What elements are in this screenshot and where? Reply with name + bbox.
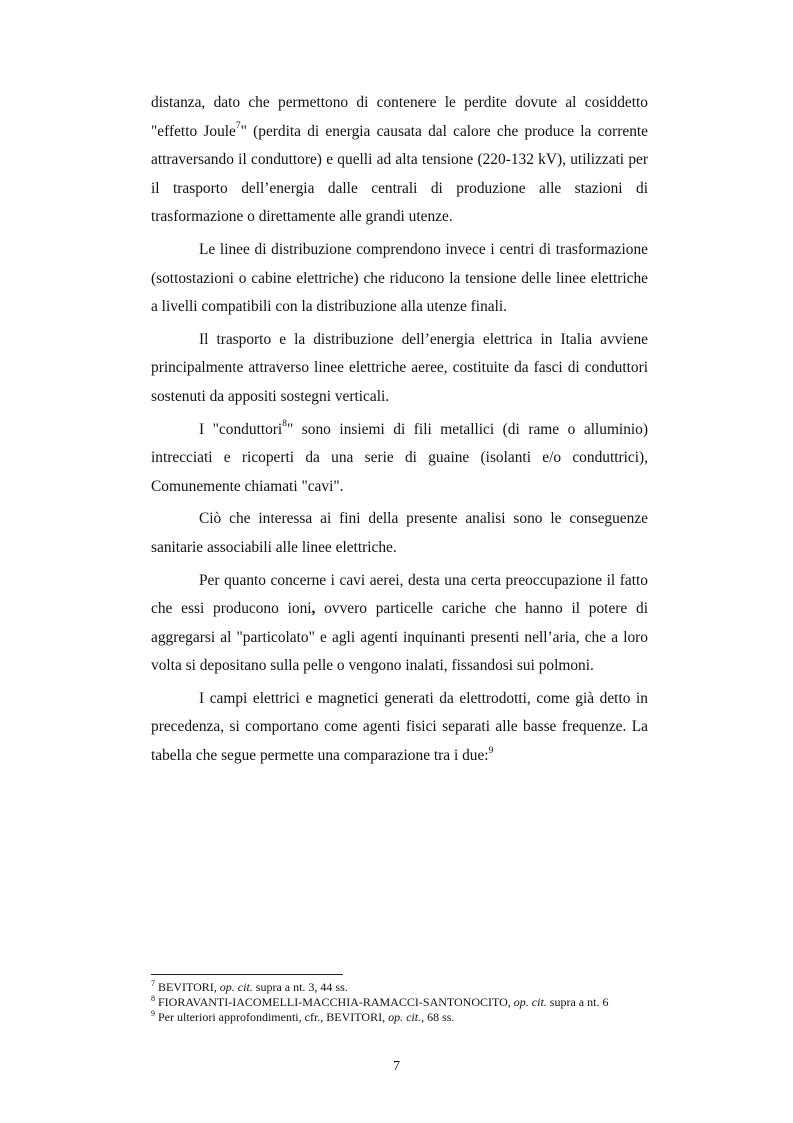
footnote-number: 8	[151, 994, 155, 1004]
paragraph-1-text-a: distanza, dato che permettono di contenere le perdite dovute al cosiddetto "effetto Joule	[151, 94, 648, 140]
footnote-9	[151, 1010, 648, 1025]
footnote-8	[151, 995, 648, 1010]
footnote-number: 7	[151, 979, 155, 988]
footnote-ref-7: 7	[235, 121, 241, 132]
footnote-italic: op. cit.	[513, 995, 547, 1010]
footnote-text: supra a nt. 6	[546, 995, 609, 1010]
footnote-number: 9	[151, 1009, 155, 1019]
footnotes	[151, 980, 648, 1026]
footnote-ref-9: 9	[488, 745, 494, 756]
footnote-text: BEVITORI,	[155, 980, 220, 994]
paragraph-4-text-b: " sono insiemi di fili metallici (di rame o alluminio) intrecciati e ricoperti da una serie di guaine (isolanti e/o conduttrici), Comunemente chiamati "cavi".	[151, 420, 648, 495]
footnote-ref-8: 8	[282, 419, 287, 430]
paragraph-6-bold-comma: ,	[311, 600, 316, 618]
paragraph-2: Le linee di distribuzione comprendono invece i centri di trasformazione (sottostazioni o cabine elettriche) che riducono la tensione delle linee elettriche a livelli compatibili con la distribuzione alla utenze finali.	[151, 240, 648, 316]
paragraph-6-text-b: ovvero particelle cariche che hanno il potere di aggregarsi al "particolato" e agli agenti inquinanti presenti nell’aria, che a loro volta si depositano sulla pelle o vengono inalati, fissandosi sui polmoni.	[151, 600, 648, 675]
paragraph-4-text-a: I "conduttori	[199, 420, 283, 438]
body-text	[151, 89, 648, 771]
page-number: 7	[393, 1059, 400, 1074]
footnote-separator	[151, 974, 343, 975]
footnote-text: Per ulteriori approfondimenti, cfr., BEVITORI,	[155, 1010, 389, 1025]
paragraph-5: Ciò che interessa ai fini della presente analisi sono le conseguenze sanitarie associabili alle linee elettriche.	[151, 510, 648, 556]
footnote-7	[151, 980, 648, 995]
footnote-text: supra a nt. 3, 44 ss.	[252, 980, 348, 994]
footnote-text: , 68 ss.	[421, 1010, 455, 1025]
paragraph-6-text-a: Per quanto concerne i cavi aerei, desta una certa preoccupazione il fatto che essi producono ioni	[151, 571, 648, 618]
footnote-italic: op. cit.	[388, 1010, 422, 1025]
paragraph-7-text: I campi elettrici e magnetici generati da elettrodotti, come già detto in precedenza, si comportano come agenti fisici separati alle basse frequenze. La tabella che segue permette una comparazione tra i due:	[151, 689, 648, 765]
paragraph-7	[151, 685, 648, 771]
paragraph-4	[151, 416, 648, 502]
paragraph-1	[151, 89, 648, 232]
footnote-italic: op. cit.	[219, 980, 253, 994]
paragraph-6	[151, 567, 648, 681]
footnote-text: FIORAVANTI-IACOMELLI-MACCHIA-RAMACCI-SANTONOCITO,	[155, 995, 514, 1010]
paragraph-1-text-b: " (perdita di energia causata dal calore che produce la corrente attraversando il conduttore) e quelli ad alta tensione (220-132 kV), utilizzati per il trasporto dell’energia dalle centrali di produzione alle stazioni di trasformazione o direttamente alle grandi utenze.	[151, 122, 649, 226]
paragraph-3: Il trasporto e la distribuzione dell’energia elettrica in Italia avviene principalmente attraverso linee elettriche aeree, costituite da fasci di conduttori sostenuti da appositi sostegni verticali.	[151, 330, 648, 405]
